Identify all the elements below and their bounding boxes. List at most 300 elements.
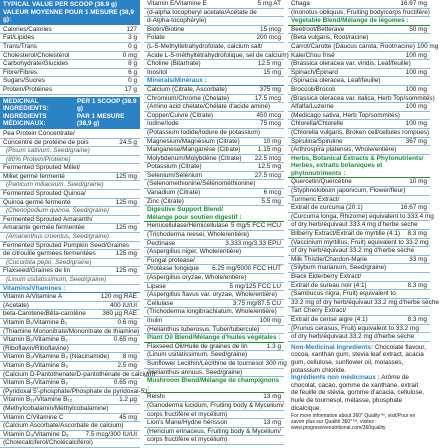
item-name: (Trichoderma reesei, Whole/entière) — [147, 231, 250, 239]
item-value: 1.3 g — [266, 342, 281, 350]
item-value: 17 g — [124, 85, 137, 93]
item-name: Inositol — [147, 68, 168, 76]
list-item — [144, 419, 284, 428]
item-value — [279, 308, 281, 316]
list-item — [288, 178, 430, 187]
item-value: 100 mg — [405, 85, 427, 93]
item-value: 33 mg — [409, 255, 427, 263]
vitamins-title: Vitamins/Vitamines : — [0, 285, 140, 294]
item-value: 125 mg — [115, 267, 137, 275]
item-name: Zinc (Citrate) — [147, 197, 184, 205]
item-name: Fibre/Fibres — [3, 68, 38, 76]
item-name: Flaxseed Oil/Huile de graines de lin — [147, 342, 248, 350]
digestive-blend-list — [144, 222, 284, 334]
item-value: 8.3 mg — [407, 315, 427, 323]
item-value — [425, 264, 427, 272]
item-value: 75 mcg — [260, 120, 281, 128]
item-name: Chaga — [291, 0, 310, 7]
item-name: Calcium (Citrate, Ascorbate) — [147, 85, 227, 93]
item-name: Alfalfa/Luzerne — [291, 103, 334, 111]
item-value — [430, 9, 432, 17]
list-item — [144, 257, 284, 266]
item-value: 100 mg — [405, 51, 427, 59]
item-value: 15 mcg — [260, 25, 281, 33]
item-value — [425, 221, 427, 229]
item-name: (Medicago sativa, Herb Top/sommités) — [291, 111, 400, 119]
item-name: (Riboflavin/Riboflavine) — [3, 344, 69, 352]
item-value: 7.5 mcg/300 IU/UI — [85, 430, 137, 438]
item-name: Lion's Mane/Hydne hérisson — [147, 419, 228, 427]
minerals-title: Minerals/Minéraux : — [144, 77, 284, 86]
list-item — [0, 362, 140, 371]
item-value: 6 mcg — [263, 189, 281, 197]
list-item — [0, 156, 140, 165]
item-value — [135, 164, 137, 172]
medicinal-ingredients-list — [0, 130, 140, 285]
item-name: Spirulina/Spiruline — [291, 137, 343, 145]
item-name: (Silybum marianum, Seed/graine) — [291, 264, 387, 272]
item-value — [279, 248, 281, 256]
list-item — [144, 0, 284, 9]
herbs-title-fr: Herbes, extraits botaniques et phytonutriments : — [291, 162, 383, 177]
item-name: Vitamin B₂/Vitamine B₂ — [3, 336, 68, 344]
item-value — [425, 34, 427, 42]
item-name: Iodine/Iode — [147, 120, 179, 128]
list-item — [288, 196, 430, 205]
item-value: 450 mcg — [256, 111, 281, 119]
item-name: of dry herb/équivaut 333.4 mg d'herbe sèche — [291, 221, 418, 229]
list-item — [144, 103, 284, 112]
list-item — [288, 264, 430, 273]
list-item — [288, 120, 430, 129]
list-item — [0, 233, 140, 242]
item-value: 8 g — [128, 60, 137, 68]
item-value — [279, 411, 281, 419]
item-name: Protein/Protéines — [3, 85, 53, 93]
list-item — [144, 308, 284, 317]
non-medicinal-en-label: Non-Medicinal Ingredients: — [291, 343, 374, 351]
mushroom-blend-list — [144, 393, 284, 445]
item-name: corps fructifère et mycélium) — [147, 436, 228, 444]
item-name: Flaxseed/Graines de lin — [3, 267, 71, 275]
list-item — [0, 319, 140, 328]
item-value: 17.5 mcg — [254, 94, 281, 102]
item-value — [425, 273, 427, 281]
item-name: (Panicum miliaceum, Seed/graine) — [6, 181, 104, 189]
item-value — [434, 213, 436, 221]
list-item — [144, 69, 284, 78]
item-name: Quinoa germé fermenté — [3, 198, 71, 206]
item-name: Vitamin D₃/Vitamine D₃ — [3, 430, 69, 438]
item-name: (Spinacia oleracea, Leaf/feuille) — [291, 77, 381, 85]
list-item — [288, 282, 430, 291]
item-name: (Aspergillus flavus var. oryzae, Whole/entière) — [147, 291, 277, 299]
item-name: Spinach/Épinard — [291, 68, 338, 76]
item-name: (Potassium Iodide/Iodure de potassium) — [147, 128, 260, 136]
list-item — [0, 431, 140, 440]
item-value: 100 mg — [405, 120, 427, 128]
medicinal-title-fr: INGRÉDIENTS MÉDICINAUX: — [3, 112, 47, 128]
item-name: Beetroot/Betterave — [291, 25, 345, 33]
item-name: Extrait de curcuma (20:1) — [291, 204, 363, 212]
list-item — [288, 316, 430, 325]
list-item — [144, 248, 284, 257]
item-name: Quercetin/Quercétine — [291, 178, 352, 186]
list-item — [288, 204, 430, 213]
herbs-title — [288, 155, 430, 179]
item-name: d-Alpha-tocophéryle) — [147, 17, 207, 25]
list-item — [0, 86, 140, 95]
list-item — [144, 300, 284, 309]
item-name: (Hericium erinaceus, Fruiting body & Mycelium/ — [147, 427, 281, 435]
item-value: 125 mg — [115, 198, 137, 206]
list-item — [288, 221, 430, 230]
item-name: Vitamin B₆/Vitamine B₆ — [3, 379, 68, 387]
item-name: (Helianthus tuberosus, Tuber/tubercule) — [147, 325, 260, 333]
digestive-title-en: Digestive Support Blend/ — [147, 206, 223, 214]
item-name: (Thiamine Mononitrate/Mononitrate de thiamine) — [3, 327, 140, 335]
list-item — [144, 240, 284, 249]
item-name: (Aspergillus niger, Whole/entière) — [147, 248, 242, 256]
item-value: 360 µg RAE — [102, 310, 137, 318]
item-value: 100 mg — [405, 103, 427, 111]
item-name: Broccoli/Brocoli — [291, 85, 336, 93]
list-item — [144, 189, 284, 198]
item-value: 120 mg RAE — [100, 293, 137, 301]
item-name: Kale/Chou frisé — [291, 51, 335, 59]
item-name: (Sambucus nigra, Fruit) equivalent to — [291, 290, 396, 298]
item-name: 33.2 mg of dry herb/équivaut 33.2 mg d'herbe sèche — [291, 298, 439, 306]
list-item — [144, 317, 284, 326]
plant-oil-blend-list — [144, 342, 287, 377]
item-name: Extrait de cerise aigre (4:1) — [291, 315, 368, 323]
item-name: Millet germé fermenté — [3, 172, 65, 180]
list-item — [0, 353, 140, 362]
list-item — [288, 86, 430, 95]
item-name: (Beta vulgaris, Root/racine) — [291, 34, 369, 42]
list-item — [288, 307, 430, 316]
list-item — [288, 42, 439, 52]
mushroom-continued-list — [288, 0, 430, 17]
item-name: (Amino acid chelate/Chélate d'acide aminé) — [147, 103, 271, 111]
list-item — [144, 26, 284, 35]
nutrition-facts-list — [0, 26, 140, 95]
item-name: of dry herb/équivaut 33.2 mg d'herbe sèche — [291, 333, 415, 341]
list-item — [288, 212, 434, 222]
item-name: (Linum usitatissimum, Seed/graine) — [147, 351, 248, 359]
list-item — [0, 130, 140, 139]
list-item — [288, 34, 430, 43]
item-value — [135, 130, 137, 138]
item-name: (Chlorella vulgaris, Broken cell/cellules rompues) — [291, 128, 430, 136]
item-name: Inulin — [147, 316, 163, 324]
list-item — [288, 26, 430, 35]
medicinal-ingredients-header — [0, 97, 140, 129]
item-name: (Curcuma longa, Rhizome) equivalent to 333.4 mg — [291, 212, 434, 220]
item-name: Manganese/Manganèse (Citrate) — [147, 146, 241, 154]
item-name: Magnesium/Magnésium (Citrate) — [147, 137, 240, 145]
list-item — [0, 422, 140, 431]
item-value — [425, 325, 427, 333]
digestive-blend-title — [144, 206, 284, 222]
list-item — [0, 181, 140, 190]
list-item — [144, 86, 284, 95]
list-item — [144, 34, 284, 43]
item-name: Fermented Sprouted Millet/ — [3, 164, 81, 172]
item-value: 0.6 mg — [117, 318, 137, 326]
item-name: Amarante germée fermentée — [3, 224, 85, 232]
medicinal-per-fr: PAR 1 MESURE (38,9 g) — [76, 112, 125, 128]
item-value — [425, 290, 427, 298]
list-item — [144, 326, 284, 335]
non-medicinal-en — [288, 344, 430, 374]
item-name: (Pyridoxal 5'-phosphate/Phosphate de pyridoxal-5') — [3, 387, 148, 395]
item-value: 0 mg — [122, 51, 137, 59]
item-name: (Brassica oleracea var. viridis, Leaf/feuille) — [291, 60, 411, 68]
item-name: corps fructifère et mycélium) — [147, 410, 228, 418]
list-item — [288, 129, 430, 138]
item-name: (Amaranthus cruentus, Seed/graine) — [6, 233, 110, 241]
item-value — [279, 43, 281, 51]
item-value — [279, 291, 281, 299]
quality-note: For more information about 360° Quality™, visit/Pour en savoir plus sur Qualité 360°™, visitez : www.progressivenutritional.com/360quality — [291, 413, 416, 432]
list-item — [288, 77, 430, 86]
item-value: 24.5 g — [119, 138, 137, 146]
list-item — [0, 207, 140, 216]
item-name: Folate — [147, 34, 165, 42]
item-value — [135, 190, 137, 198]
item-name: (Selenomethionine/Sélénométhionine) — [147, 180, 256, 188]
item-name: Vitamin C/Vitamine C — [3, 413, 64, 421]
item-name: Turmeric Extract/ — [291, 195, 340, 203]
item-value: 27.5 mcg — [254, 171, 281, 179]
column-right — [288, 0, 439, 432]
item-value: 375 mg — [259, 85, 281, 93]
list-item — [144, 283, 284, 292]
list-item — [144, 95, 284, 104]
item-name: (Cholecalciferol/Cholécalciférol) — [3, 439, 93, 447]
list-item — [144, 172, 284, 181]
item-name: Bilberry Extract/Extrait de myrtille (4:1) — [291, 230, 401, 238]
vegetable-blend-title: Vegetable Blend/Mélange de légumes : — [288, 17, 430, 26]
item-name: Concentré de protéine de pois — [3, 138, 89, 146]
list-item — [0, 328, 140, 337]
item-name: Fermented Sprouted Amaranth/ — [3, 215, 93, 223]
minerals-list — [144, 86, 284, 206]
item-value — [435, 95, 437, 103]
item-name: (Pisum sativum, Seed/graine) — [6, 147, 90, 155]
plant-oil-blend-title: Plant Oil Blend/Mélange d'huiles végétales : — [144, 334, 284, 343]
list-item — [0, 293, 140, 302]
item-name: Sunflower Lecithin/Lécithine de tournesol — [147, 359, 264, 367]
item-value — [279, 9, 281, 17]
item-name: Chlorella/Chlorelle — [291, 120, 344, 128]
item-name: (Styphnolobium japonicum, Flower/fleur) — [291, 187, 406, 195]
item-name: Black Elderberry Extract/ — [291, 273, 362, 280]
list-item — [0, 199, 140, 208]
medicinal-per-en: PER 1 SCOOP (38.9 g) — [76, 97, 137, 113]
medicinal-title-en: MEDICINAL INGREDIENTS: — [3, 97, 49, 113]
item-value — [425, 146, 427, 154]
list-item — [0, 259, 140, 268]
list-item — [0, 60, 140, 69]
list-item — [144, 359, 287, 369]
column-middle — [144, 0, 289, 444]
item-value — [429, 239, 431, 247]
item-value: 100 mg — [259, 316, 281, 324]
typical-value-title-fr: VALEUR MOYENNE POUR 1 MESURE (38,9 g): — [3, 8, 134, 24]
item-name: Cholesterol/Cholestérol — [3, 51, 70, 59]
list-item — [144, 155, 284, 164]
list-item — [144, 51, 289, 61]
list-item — [144, 291, 284, 300]
vegetable-blend-list — [288, 25, 439, 155]
list-item — [0, 52, 140, 61]
item-name: (Linum usitatissimum, Seed/graine) — [6, 276, 107, 283]
item-value — [279, 326, 281, 334]
item-name: (Calcium Ascorbate/Ascorbate de calcium) — [3, 422, 124, 430]
item-name: (Cucurbita pepo, Seed/graine) — [6, 258, 92, 266]
item-value — [279, 436, 281, 444]
item-value: 8.3 mg — [407, 230, 427, 238]
item-value — [429, 129, 431, 137]
item-value: 0.65 mg — [113, 336, 137, 344]
item-value: 400 IU/UI — [110, 301, 137, 309]
item-name: (d-alpha tocopheryl acetate/Acétate de — [147, 8, 257, 16]
item-value — [425, 60, 427, 68]
item-value: 0.65 mg — [113, 379, 137, 387]
item-value — [139, 328, 141, 336]
list-item — [288, 112, 430, 121]
list-item — [288, 325, 430, 334]
item-name: (Aspergillus oryzae, Whole/entière) — [147, 274, 247, 281]
item-value: 12.5 mg — [257, 60, 281, 68]
list-item — [0, 216, 140, 225]
item-value: 12.5 mg — [257, 163, 281, 171]
list-item — [0, 405, 140, 414]
item-value: 0 g — [128, 42, 137, 50]
list-item — [288, 138, 430, 147]
item-value: 50 mg — [409, 25, 427, 33]
item-name: Fat/Lipides — [3, 34, 35, 42]
vitamins-continued-list — [144, 0, 289, 77]
item-value: 1.2 µg — [119, 396, 137, 404]
item-value: 367 mg — [405, 137, 427, 145]
typical-value-title-en: TYPICAL VALUE PER SCOOP (38.9 g) — [3, 1, 117, 8]
item-value — [135, 216, 137, 224]
item-name: (Brassica oleracea var. italica, Herb Top/sommités) — [291, 94, 435, 102]
item-name: Calories/Calories — [3, 25, 52, 33]
item-name: Sugars/Sucres — [3, 77, 45, 85]
list-item — [144, 198, 284, 207]
item-name: Selenium/Sélénium — [147, 171, 203, 179]
list-item — [288, 239, 430, 248]
item-name: Pea Protein Concentrate/ — [3, 129, 75, 137]
list-item — [0, 34, 140, 43]
item-value: 16.67 mg — [400, 204, 427, 212]
list-item — [288, 94, 435, 104]
item-name: Potassium (Citrate) — [147, 163, 202, 171]
list-item — [144, 180, 284, 189]
item-name: Fermented Sprouted Quinoa/ — [3, 190, 86, 198]
item-name: Reishi — [147, 393, 165, 401]
item-name: Carbohydrate/Glucides — [3, 60, 69, 68]
list-item — [0, 414, 140, 423]
list-item — [0, 345, 140, 354]
list-item — [144, 274, 284, 283]
list-item — [0, 77, 140, 86]
list-item — [144, 411, 284, 420]
item-value: 3.333 mg/3.33 EPU — [225, 239, 281, 247]
list-item — [0, 370, 156, 380]
list-item — [144, 120, 284, 129]
item-name: Fungal protease/ — [147, 256, 195, 264]
item-value — [425, 247, 427, 255]
digestive-title-fr: Mélange pour soutien digestif : — [147, 213, 242, 221]
item-name: Vitamin B₃/Vitamine B₃ (Niacinamide) — [3, 353, 110, 361]
list-item — [288, 256, 430, 265]
item-name: Choline (Bitartrate) — [147, 60, 201, 68]
list-item — [0, 387, 148, 397]
list-item — [288, 333, 430, 342]
list-item — [0, 43, 140, 52]
item-name: Biotin/Biotine — [147, 25, 185, 33]
item-value — [279, 129, 281, 137]
list-item — [0, 224, 140, 233]
item-name: Copper/Cuivre (Citrate) — [147, 111, 214, 119]
non-medicinal-fr — [288, 374, 430, 412]
list-item — [144, 351, 284, 360]
item-value: 10 mg — [263, 137, 281, 145]
item-value — [279, 351, 281, 359]
item-value — [279, 180, 281, 188]
item-value: 300 mg — [265, 359, 287, 367]
item-name: (Arthrospira platensis, Whole/entière) — [291, 146, 397, 154]
item-name: Pectinase — [147, 239, 176, 247]
list-item — [144, 17, 284, 26]
item-value: 6 g — [128, 68, 137, 76]
item-value — [425, 77, 427, 85]
list-item — [0, 302, 140, 311]
item-name: Vitamin B₁/Vitamine B₁ — [3, 318, 68, 326]
item-value: 100 mg — [416, 42, 439, 50]
list-item — [288, 60, 430, 69]
item-name: beta-Carotene/Bêta-carotène — [3, 310, 86, 318]
list-item — [144, 146, 284, 155]
non-medicinal-fr-label: Ingrédients non médicinaux : — [291, 374, 380, 382]
item-name: (Methylcobalamin/Méthylcobalamine) — [3, 404, 109, 412]
list-item — [0, 336, 140, 345]
typical-value-header — [0, 0, 140, 25]
item-name: (Helianthus annuus, Seed/graine) — [147, 368, 243, 376]
item-value — [425, 187, 427, 195]
item-name: Carrot/Carotte (Daucus carota, Root/racine) — [291, 42, 415, 50]
item-name: (Acetate) — [3, 301, 29, 309]
list-item — [144, 343, 284, 352]
item-value: 5 mg/125 FCC LU — [229, 282, 281, 290]
item-name: Tart Cherry Extract/ — [291, 307, 347, 315]
item-value — [279, 103, 281, 111]
list-item — [288, 273, 430, 282]
list-item — [288, 290, 430, 299]
item-value: 125 mg — [115, 172, 137, 180]
list-item — [0, 26, 140, 35]
item-value — [425, 196, 427, 204]
item-value: 45 mg — [119, 413, 137, 421]
item-name: (80% Protein/Protéine) — [6, 155, 71, 163]
item-value: 6.25 mg/5000 FCC HUT — [212, 265, 281, 273]
item-name: (Chenopodium quinoa, Seed/graine) — [6, 207, 110, 215]
